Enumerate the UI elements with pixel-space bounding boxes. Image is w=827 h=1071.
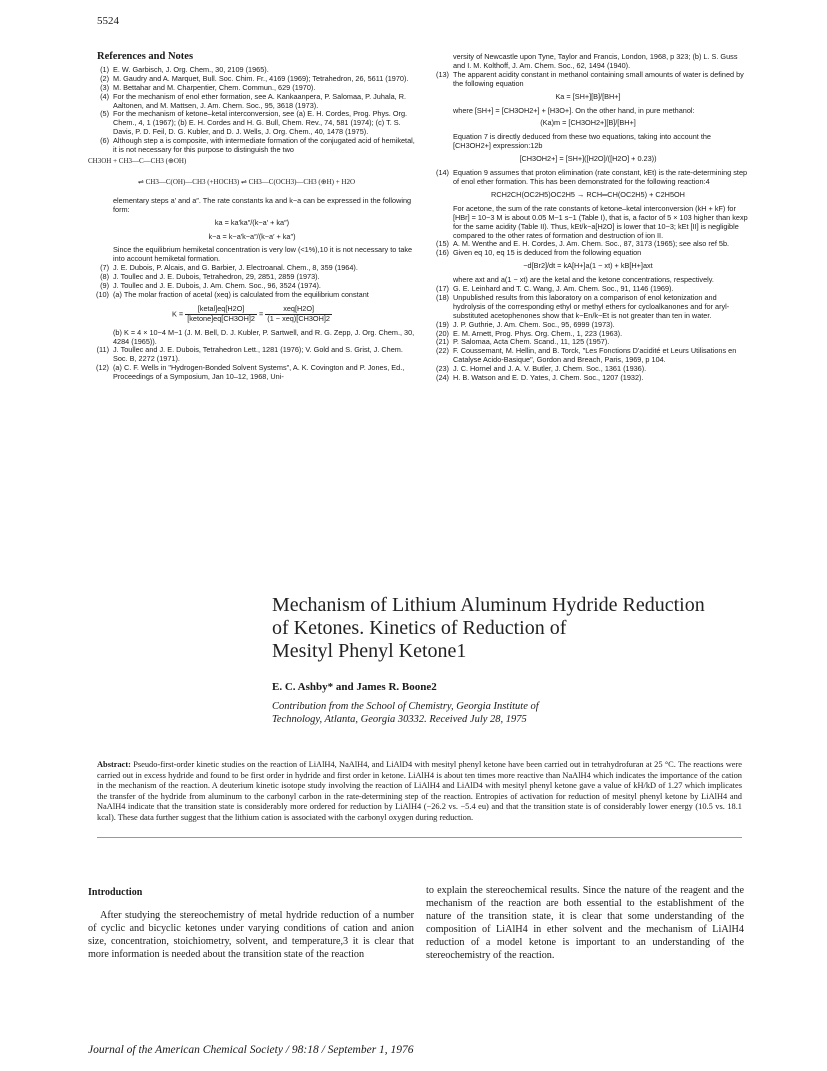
- reference-text: P. Salomaa, Acta Chem. Scand., 11, 125 (1957).: [453, 337, 610, 347]
- reference-item: [88, 93, 416, 111]
- reference-text: J. E. Dubois, P. Alcais, and G. Barbier, J. Electroanal. Chem., 8, 359 (1964).: [113, 263, 358, 273]
- reference-number: (3): [100, 82, 109, 92]
- reference-item: [88, 110, 416, 137]
- abstract: Abstract: Pseudo-first-order kinetic studies on the reaction of LiAlH4, NaAlH4, and LiAlD4 with mesityl phenyl ketone have been carried out in tetrahydrofuran at 25 °C. The reactions were carried out in excess hydride and found to be first order in hydride and first order in ketone. LiAlH4 is about ten times more reactive than NaAlH4 which indicates the importance of the cation in the mechanism of the reaction. A deuterium kinetic isotope study involving the reaction of LiAlH4 and LiAlD4 with mesityl phenyl ketone gave a value of kH/kD of 1.27 which implicates the transfer of the hydride from aluminum to the carbonyl carbon in the rate-determining step of the reaction. Entropies of activation for reduction of mesityl phenyl ketone by LiAlH4 and NaAlH4 indicate that the transition state is considerably more ordered for reduction by LiAlH4 (−26.2 vs. −5.4 eu) and that the transition state is of considerably lower energy (10.5 vs. 18.1 kcal). These data further suggest that the lithium cation is associated with the carbonyl oxygen during reduction.: [97, 760, 743, 822]
- reference-item: [428, 249, 748, 258]
- reference-item: [88, 137, 416, 155]
- reference-text: For the mechanism of ketone–ketal interconversion, see (a) E. H. Cordes, Prog. Phys. Org. Chem., 4, 1 (1967); (b) E. H. Cordes and H. G. Bull, Chem. Rev., 74, 581 (1974); (c) T. S. Davis, P. D. Feil, D. G. Kubler, and D. J. Wells, J. Org. Chem., 40, 1478 (1975).: [113, 109, 408, 137]
- affiliation: Contribution from the School of Chemistry, Georgia Institute of Technology, Atlanta, Georgia 30332. Received July 28, 1975: [272, 701, 539, 725]
- reference-number: (4): [100, 91, 109, 101]
- reference-text: G. E. Leinhard and T. C. Wang, J. Am. Chem. Soc., 91, 1146 (1969).: [453, 284, 674, 294]
- reference-number: (7): [100, 263, 109, 273]
- reference-number: (20): [436, 328, 449, 338]
- elementary-steps-text: elementary steps a′ and a″. The rate constants ka and k−a can be expressed in the following form:: [113, 195, 412, 214]
- references-right-column: [428, 53, 748, 383]
- reference-number: (16): [436, 248, 449, 258]
- reference-number: (23): [436, 364, 449, 374]
- reference-item: [428, 294, 748, 321]
- reference-text: J. C. Hornel and J. A. V. Butler, J. Chem. Soc., 1361 (1936).: [453, 364, 647, 374]
- reference-text: J. Toullec and J. E. Dubois, Tetrahedron Lett., 1281 (1976); V. Gold and S. Grist, J. Chem. Soc. B, 2272 (1971).: [113, 345, 403, 364]
- reference-number: (15): [436, 239, 449, 249]
- reference-text: (a) C. F. Wells in "Hydrogen-Bonded Solvent Systems", A. K. Covington and P. Jones, Ed., Proceedings of a Symposium, Jan 10–12, 1968, Uni-: [113, 363, 405, 382]
- reference-number: (18): [436, 292, 449, 302]
- chem-equation-line1: CH3OH + CH3—C—CH3 (⊕OH): [88, 156, 187, 165]
- since-text: Since the equilibrium hemiketal concentration is very low (<1%),10 it is not necessary to take into account hemiketal formation.: [113, 245, 413, 264]
- introduction-right: to explain the stereochemical results. Since the nature of the reagent and the mechanism of the reaction are both essential to the establishment of the nature of the transition state, it is clear that some understanding of the composition of LiAlH4 in ether solvent and the mechanism of LiAlH4 reduction of a model ketone is important to an understanding of the stereochemistry of the reaction.: [426, 885, 744, 961]
- reference-text: J. P. Guthrie, J. Am. Chem. Soc., 95, 6999 (1973).: [453, 319, 615, 329]
- reference-number: (11): [96, 345, 109, 355]
- eq7-text: Equation 7 is directly deduced from these two equations, taking into account the [CH3OH2+] expression:12b: [453, 132, 711, 151]
- chem-equation-line2: ⇌ CH3—C(OH)—CH3 (+HOCH3) ⇌ CH3—C(OCH3)—CH3 (⊕H) + H2O: [138, 177, 356, 186]
- reference-number: (17): [436, 284, 449, 294]
- reference-text: F. Coussemant, M. Hellin, and B. Torck, "Les Fonctions D'acidité et Leurs Utilisations en Catalyse Acido-Basique", Gordon and Breach, Paris, 1969, p 104.: [453, 346, 737, 365]
- reference-text: Unpublished results from this laboratory on a comparison of enol ketonization and hydrolysis of the corresponding ethyl or methyl ethers for cycloalkanones and for aryl-substituted acetophenones show that k−En/k−Et is not greater than ten in water.: [453, 292, 730, 320]
- reference-number: (5): [100, 109, 109, 119]
- reference-number: (24): [436, 373, 449, 383]
- reference-number: (22): [436, 346, 449, 356]
- equation-k-minus-a: k−a = k−a′k−a″/(k−a′ + ka″): [208, 231, 296, 241]
- reference-text: A. M. Wenthe and E. H. Cordes, J. Am. Chem. Soc., 87, 3173 (1965); see also ref 5b.: [453, 239, 730, 249]
- equation-br2: −d[Br2]/dt = kA[H+]a(1 − xt) + kB[H+]axt: [523, 261, 653, 271]
- reference-text: J. Toullec and J. E. Dubois, J. Am. Chem. Soc., 96, 3524 (1974).: [113, 281, 321, 291]
- reference-number: (6): [100, 136, 109, 146]
- reference-number: (9): [100, 281, 109, 291]
- journal-footer: Journal of the American Chemical Society / 98:18 / September 1, 1976: [88, 1044, 414, 1056]
- reference-text: For the mechanism of enol ether formation, see A. Kankaanpera, P. Salomaa, P. Juhala, R. Aaltonen, and M. Mattsen, J. Am. Chem. Soc., 95, 3618 (1973).: [113, 91, 406, 110]
- reference-text: Although step a is composite, with intermediate formation of the conjugated acid of hemiketal, it is not necessary for this purpose to distinguish the two: [113, 136, 415, 155]
- reference-item: [428, 347, 748, 365]
- reference-text: E. M. Arnett, Prog. Phys. Org. Chem., 1, 223 (1963).: [453, 328, 623, 338]
- reference-13: (13) The apparent acidity constant in methanol containing small amounts of water is defined by the following equation: [436, 69, 744, 88]
- page-number: 5524: [97, 15, 119, 27]
- introduction-left: After studying the stereochemistry of metal hydride reduction of a number of cyclic and bicyclic ketones under varying conditions of cation and anion size, concentration, stoichiometry, solvent, and temperature,3 it is clear that more information is needed about the transition state of the reaction: [88, 910, 414, 960]
- reference-item: [88, 291, 416, 300]
- acetone-text: For acetone, the sum of the rate constants of ketone–ketal interconversion (kH + kF) for [HBr] = 10−3 M is about 0.05 M−1 s−1 (Table I), that is, a factor of 5 × 103 higher than kexp for the same acidity (Table II). Thus, kEt/k−a[H2O] is lower that 10−3; kEt [II] is negligible compared to the other rates of formation and destruction of ion II.: [453, 203, 748, 240]
- where-text-1: where [SH+] = [CH3OH2+] + [H3O+]. On the other hand, in pure methanol:: [453, 105, 695, 115]
- reference-number: (19): [436, 319, 449, 329]
- equation-ka: ka = ka′ka″/(k−a′ + ka″): [214, 217, 290, 227]
- reference-item: [88, 364, 416, 382]
- reference-number: (8): [100, 272, 109, 282]
- divider: [97, 837, 742, 838]
- references-list-d: [428, 240, 748, 258]
- reference-text: (a) The molar fraction of acetal (xeq) is calculated from the equilibrium constant: [113, 289, 369, 299]
- reference-text: M. Gaudry and A. Marquet, Bull. Soc. Chim. Fr., 4169 (1969); Tetrahedron, 26, 5611 (1970).: [113, 73, 409, 83]
- equation-reaction: RCH2CH(OC2H5)OC2H5 → RCH═CH(OC2H5) + C2H5OH: [491, 189, 685, 199]
- reference-text: Given eq 10, eq 15 is deduced from the following equation: [453, 248, 642, 258]
- references-list-a: [88, 66, 416, 155]
- equation-Ka: Ka = [SH+][B]/[BH+]: [555, 91, 621, 101]
- reference-item: [428, 374, 748, 383]
- introduction-heading: Introduction: [88, 887, 143, 898]
- ref12-continued: versity of Newcastle upon Tyne, Taylor and Francis, London, 1968, p 323; (b) L. S. Guss and I. M. Kolthoff, J. Am. Chem. Soc., 62, 1494 (1940).: [453, 52, 738, 70]
- references-list-c: [88, 346, 416, 382]
- reference-text: E. W. Garbisch, J. Org. Chem., 30, 2109 (1965).: [113, 64, 269, 74]
- equation-K: K = $\frac{\text{[ketal]eq[H2O]}}{\text{[ketone]eq[CH3OH]2}}$ = $\frac{\text{xeq[H2O]}}{\text{(1 − xeq)[CH3OH]2}}$: [172, 303, 330, 323]
- references-list-e: [428, 285, 748, 383]
- equation-Kam: (Ka)m = [CH3OH2+][B]/[BH+]: [540, 118, 636, 128]
- reference-number: (2): [100, 73, 109, 83]
- ref10b-text: (b) K = 4 × 10−4 M−1 (J. M. Bell, D. J. Kubler, P. Sartwell, and R. G. Zepp, J. Org. Chem., 30, 4284 (1965)).: [113, 327, 415, 346]
- reference-number: (1): [100, 64, 109, 74]
- authors: E. C. Ashby* and James R. Boone2: [272, 681, 437, 693]
- reference-number: (12): [96, 363, 109, 373]
- reference-text: M. Bettahar and M. Charpentier, Chem. Commun., 629 (1970).: [113, 82, 316, 92]
- reference-text: H. B. Watson and E. D. Yates, J. Chem. Soc., 1207 (1932).: [453, 373, 644, 383]
- article-title: Mechanism of Lithium Aluminum Hydride Reduction of Ketones. Kinetics of Reduction of Mesityl Phenyl Ketone1: [272, 594, 705, 662]
- references-list-b: [88, 264, 416, 300]
- reference-text: J. Toullec and J. E. Dubois, Tetrahedron, 29, 2851, 2859 (1973).: [113, 272, 320, 282]
- reference-number: (21): [436, 337, 449, 347]
- references-heading: References and Notes: [97, 51, 194, 62]
- reference-item: [88, 346, 416, 364]
- equation-ch3oh2: [CH3OH2+] = [SH+]([H2O]/([H2O] + 0.23)): [519, 154, 657, 164]
- reference-number: (10): [96, 289, 109, 299]
- where-text-2: where axt and a(1 − xt) are the ketal and the ketone concentrations, respectively.: [453, 275, 714, 285]
- reference-14: (14) Equation 9 assumes that proton elimination (rate constant, kEt) is the rate-determining step of enol ether formation. This has been demonstrated for the following reaction:4: [436, 168, 748, 186]
- references-left-column: [88, 53, 416, 382]
